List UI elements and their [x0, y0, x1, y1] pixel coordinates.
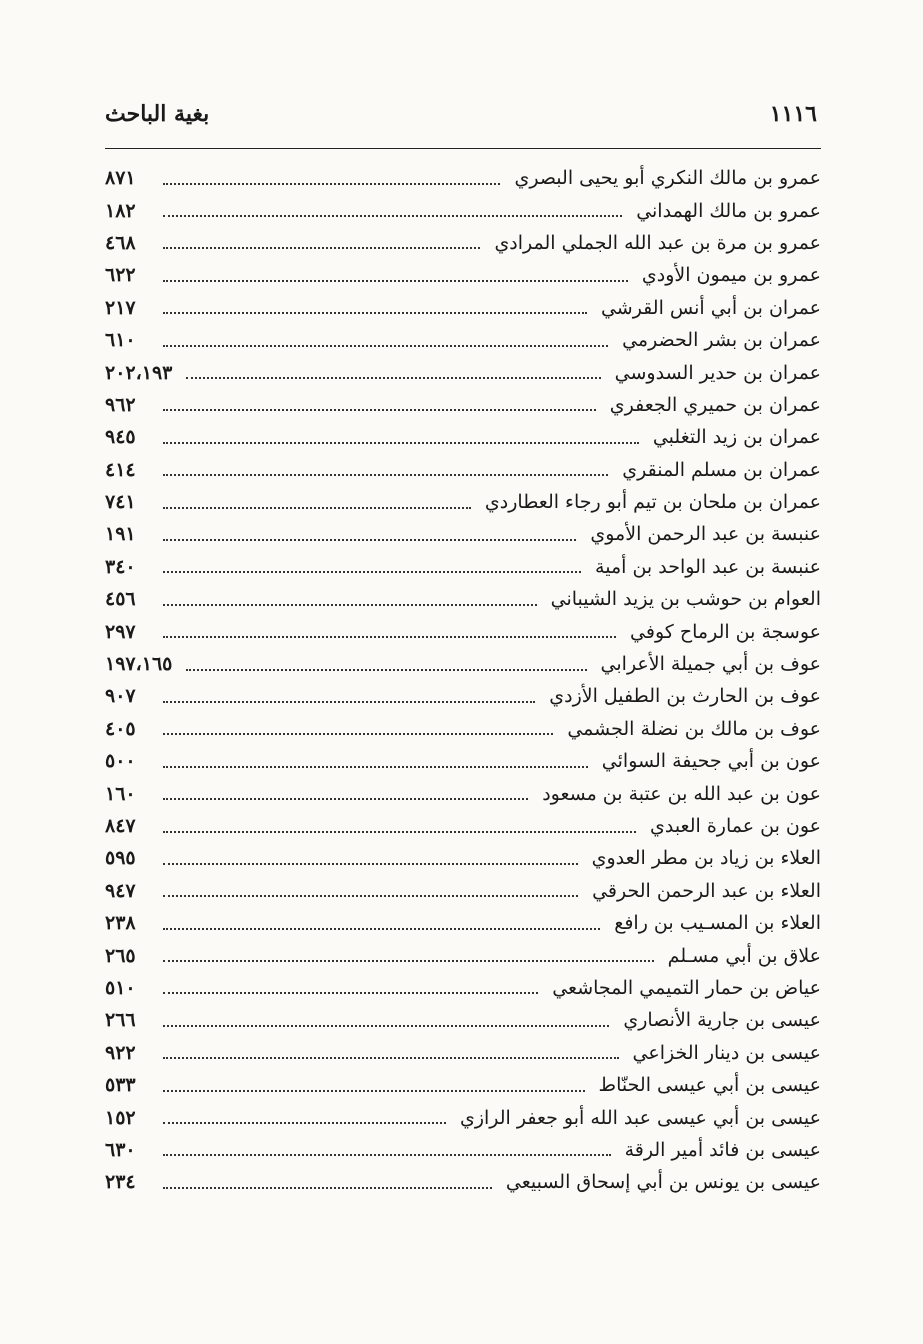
entry-name: عون بن أبي جحيفة السوائي [601, 750, 821, 773]
index-entry [105, 713, 821, 745]
entry-page-number: ٩٠٧ [105, 685, 136, 708]
entry-name: عيسى بن أبي عيسى الحنّاط [598, 1074, 821, 1097]
header-divider [105, 148, 821, 149]
dot-leader [163, 164, 500, 185]
entry-name: عيسى بن دينار الخزاعي [632, 1041, 821, 1064]
index-entry [105, 551, 821, 583]
entry-page-number: ١٥٢ [105, 1106, 136, 1129]
dot-leader [163, 1168, 492, 1189]
index-entry [105, 972, 821, 1004]
entry-page-number: ٩٢٢ [105, 1041, 136, 1064]
index-entry [105, 1101, 821, 1133]
dot-leader [163, 1006, 609, 1027]
index-entry [105, 1037, 821, 1069]
index-entry [105, 486, 821, 518]
entry-name: العلاء بن زياد بن مطر العدوي [591, 847, 821, 870]
entry-page-number: ٢٠٢،١٩٣ [105, 361, 173, 384]
dot-leader [163, 909, 600, 930]
index-entry [105, 680, 821, 712]
entry-name: عمران بن أبي أنس القرشي [600, 296, 821, 319]
entry-page-number: ١٦٠ [105, 782, 136, 805]
entry-name: عيسى بن أبي عيسى عبد الله أبو جعفر الرازي [459, 1106, 821, 1129]
entry-page-number: ٢٩٧ [105, 620, 136, 643]
entry-page-number: ٣٤٠ [105, 555, 136, 578]
dot-leader [163, 552, 581, 573]
page-header [105, 96, 817, 132]
entry-page-number: ٥٩٥ [105, 847, 136, 870]
entry-name: عيسى بن فائد أمير الرقة [624, 1138, 821, 1161]
index-entry [105, 162, 821, 194]
entry-name: علاق بن أبي مسـلم [667, 944, 821, 967]
entry-name: عياض بن حمار التميمي المجاشعي [552, 976, 821, 999]
dot-leader [163, 488, 471, 509]
entry-page-number: ٥٣٣ [105, 1074, 136, 1097]
entry-page-number: ٥١٠ [105, 976, 136, 999]
entry-page-number: ٦١٠ [105, 329, 136, 352]
dot-leader [163, 747, 588, 768]
index-entry [105, 518, 821, 550]
entry-page-number: ٦٣٠ [105, 1138, 136, 1161]
dot-leader [163, 941, 654, 962]
index-entry [105, 389, 821, 421]
index-entry [105, 356, 821, 388]
dot-leader [163, 326, 608, 347]
entry-page-number: ٢١٧ [105, 296, 136, 319]
dot-leader [163, 714, 553, 735]
entry-name: عيسى بن يونس بن أبي إسحاق السبيعي [505, 1171, 821, 1194]
entry-name: عوف بن مالك بن نضلة الجشمي [567, 717, 821, 740]
index-entry [105, 324, 821, 356]
index-entry [105, 194, 821, 226]
entry-page-number: ٧٤١ [105, 491, 136, 514]
entry-name: عمرو بن ميمون الأودي [641, 264, 821, 287]
index-entry [105, 1134, 821, 1166]
entry-page-number: ٨٧١ [105, 167, 136, 190]
dot-leader [163, 812, 636, 833]
entry-name: عمرو بن مالك الهمداني [636, 199, 821, 222]
dot-leader [163, 293, 587, 314]
entry-page-number: ٢٦٦ [105, 1009, 136, 1032]
index-entry [105, 810, 821, 842]
dot-leader [163, 1038, 619, 1059]
index-entry [105, 777, 821, 809]
index-entry [105, 583, 821, 615]
entry-name: العوام بن حوشب بن يزيد الشيباني [550, 588, 821, 611]
dot-leader [163, 585, 537, 606]
dot-leader [163, 844, 578, 865]
entry-page-number: ١٩٧،١٦٥ [105, 653, 173, 676]
index-entry [105, 421, 821, 453]
dot-leader [163, 1135, 611, 1156]
entry-name: عمران بن مسلم المنقري [622, 458, 821, 481]
entry-name: عون بن عمارة العبدي [649, 815, 821, 837]
dot-leader [163, 228, 480, 249]
entry-page-number: ٩٤٥ [105, 426, 136, 449]
entry-name: عوف بن الحارث بن الطفيل الأزدي [549, 685, 821, 708]
entry-page-number: ٩٦٢ [105, 393, 136, 416]
index-entry [105, 1166, 821, 1198]
index-entry [105, 842, 821, 874]
index-entry [105, 745, 821, 777]
entry-name: عوسجة بن الرماح كوفي [630, 620, 821, 643]
index-entry [105, 292, 821, 324]
dot-leader [163, 682, 535, 703]
entry-page-number: ٢٣٤ [105, 1171, 136, 1194]
entry-page-number: ٨٤٧ [105, 815, 136, 837]
index-entry [105, 1069, 821, 1101]
entry-page-number: ٩٤٧ [105, 879, 136, 902]
dot-leader [186, 650, 586, 671]
dot-leader [163, 876, 578, 897]
dot-leader [163, 390, 596, 411]
entry-name: عنبسة بن عبد الرحمن الأموي [590, 523, 821, 546]
index-entry [105, 227, 821, 259]
dot-leader [163, 1103, 446, 1124]
dot-leader [186, 358, 600, 379]
entry-name: عوف بن أبي جميلة الأعرابي [600, 653, 821, 676]
index-entry [105, 259, 821, 291]
entry-name: عون بن عبد الله بن عتبة بن مسعود [542, 782, 821, 805]
entry-name: عيسى بن جارية الأنصاري [623, 1009, 821, 1032]
index-entry [105, 875, 821, 907]
entry-page-number: ٤٦٨ [105, 231, 136, 254]
entry-page-number: ١٩١ [105, 523, 136, 546]
entry-name: عمران بن زيد التغلبي [652, 426, 821, 449]
index-entry [105, 907, 821, 939]
entry-name: عنبسة بن عبد الواحد بن أمية [595, 555, 821, 578]
dot-leader [163, 196, 622, 217]
index-entry [105, 648, 821, 680]
entry-name: عمران بن ملحان بن تيم أبو رجاء العطاردي [484, 491, 821, 514]
page-number: ١١١٦ [769, 101, 817, 127]
entry-page-number: ٢٦٥ [105, 944, 136, 967]
entry-name: عمران بن حدير السدوسي [614, 361, 821, 384]
entry-page-number: ٤١٤ [105, 458, 136, 481]
dot-leader [163, 779, 528, 800]
dot-leader [163, 261, 628, 282]
entry-page-number: ٤٠٥ [105, 717, 136, 740]
entry-name: عمرو بن مرة بن عبد الله الجملي المرادي [494, 231, 821, 254]
dot-leader [163, 973, 538, 994]
dot-leader [163, 423, 639, 444]
dot-leader [163, 617, 616, 638]
entry-page-number: ٥٠٠ [105, 750, 136, 773]
entry-page-number: ٦٢٢ [105, 264, 136, 287]
dot-leader [163, 520, 576, 541]
entry-name: عمرو بن مالك النكري أبو يحيى البصري [514, 167, 821, 190]
book-title: بغية الباحث [105, 101, 210, 127]
entry-page-number: ١٨٢ [105, 199, 136, 222]
entry-name: عمران بن حميري الجعفري [609, 393, 821, 416]
entry-name: عمران بن بشر الحضرمي [622, 329, 821, 352]
index-entry [105, 454, 821, 486]
index-list [105, 162, 821, 1199]
entry-page-number: ٤٥٦ [105, 588, 136, 611]
entry-page-number: ٢٣٨ [105, 912, 136, 935]
index-entry [105, 939, 821, 971]
entry-name: العلاء بن عبد الرحمن الحرقي [592, 879, 821, 902]
dot-leader [163, 1071, 585, 1092]
index-entry [105, 1004, 821, 1036]
dot-leader [163, 455, 608, 476]
index-entry [105, 615, 821, 647]
entry-name: العلاء بن المسـيب بن رافع [614, 912, 821, 935]
